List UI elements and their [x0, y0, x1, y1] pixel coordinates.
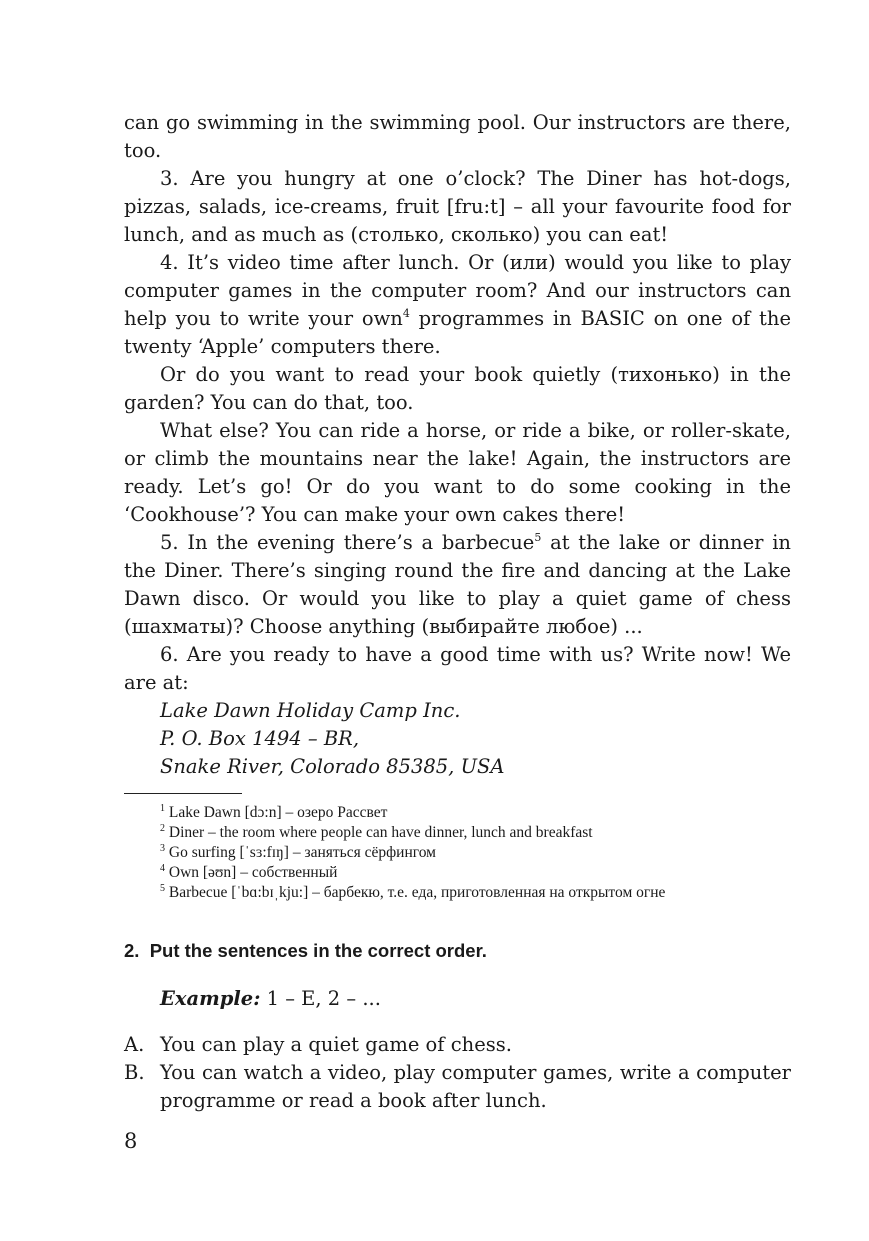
- paragraph-5-evening: [124, 529, 791, 641]
- footnote-text: Lake Dawn [dɔ:n] – озеро Рассвет: [168, 804, 388, 821]
- footnote-number: 3: [160, 843, 165, 854]
- address-line-3: Snake River, Colorado 85385, USA: [160, 755, 505, 778]
- footnote-ref-4: 4: [402, 307, 410, 320]
- footnote-text: Barbecue [ˈbɑ:bɪˌkju:] – барбекю, т.е. еда, приготовленная на открытом огне: [168, 884, 666, 901]
- paragraph-book: Or do you want to read your book quietly (тихонько) in the garden? You can do that, too.: [124, 363, 791, 414]
- option-text: You can watch a video, play computer games, write a computer programme or read a book after lunch.: [160, 1061, 791, 1112]
- address-line-1: Lake Dawn Holiday Camp Inc.: [160, 699, 461, 722]
- option-a: [124, 1031, 791, 1059]
- example-label: Example:: [160, 987, 261, 1010]
- paragraph-5-text-b: at the lake or dinner in the Diner. There’s singing round the fire and dancing at the Lake Dawn disco. Or would you like to play a quiet game of chess (шахматы)? Choose anything (выбирайте любое) ...: [124, 531, 791, 638]
- footnote-5: [160, 883, 791, 903]
- paragraph-swimming: can go swimming in the swimming pool. Our instructors are there, too.: [124, 111, 791, 162]
- footnote-text: Diner – the room where people can have dinner, lunch and breakfast: [168, 824, 593, 841]
- option-letter: B.: [124, 1061, 145, 1084]
- footnote-1: [160, 803, 791, 823]
- paragraph-4-text-a: 4. It’s video time after lunch. Or (или) would you like to play computer games in the computer room? And our instructors can help you to write your own: [124, 251, 791, 330]
- exercise-options: [124, 1031, 791, 1115]
- option-b: [124, 1059, 791, 1115]
- footnote-number: 4: [160, 863, 165, 874]
- exercise-example: [124, 985, 791, 1013]
- footnote-ref-5: 5: [534, 531, 542, 544]
- footnote-2: [160, 823, 791, 843]
- footnote-text: Own [əʊn] – собственный: [168, 864, 338, 881]
- option-letter: A.: [124, 1033, 145, 1056]
- paragraph-6-write: 6. Are you ready to have a good time with us? Write now! We are at:: [124, 643, 791, 694]
- exercise-heading: 2. Put the sentences in the correct order.: [124, 940, 487, 961]
- footnote-text: Go surfing [ˈsɜ:fɪŋ] – заняться сёрфингом: [168, 844, 436, 861]
- paragraph-5-text-a: 5. In the evening there’s a barbecue: [160, 531, 535, 554]
- footnote-divider: [124, 793, 242, 794]
- reading-text: [124, 109, 791, 697]
- camp-address: [124, 697, 791, 781]
- textbook-page: [124, 109, 791, 1155]
- paragraph-what-else: What else? You can ride a horse, or ride a bike, or roller-skate, or climb the mountains near the lake! Again, the instructors are ready. Let’s go! Or do you want to do some cooking in the ‘Cookhouse’? You can make your own cakes there!: [124, 419, 791, 526]
- page-number: 8: [124, 1129, 138, 1153]
- example-text: 1 – E, 2 – ...: [260, 987, 381, 1010]
- address-line-2: P. O. Box 1494 – BR,: [160, 727, 360, 750]
- paragraph-3-lunch: 3. Are you hungry at one o’clock? The Diner has hot-dogs, pizzas, salads, ice-creams, fruit [fru:t] – all your favourite food for lunch, and as much as (столько, сколько) you can eat!: [124, 167, 791, 246]
- footnote-number: 5: [160, 883, 165, 894]
- footnote-4: [160, 863, 791, 883]
- option-text: You can play a quiet game of chess.: [160, 1033, 512, 1056]
- footnotes: [124, 803, 791, 903]
- footnote-number: 1: [160, 803, 165, 814]
- paragraph-4-video: [124, 249, 791, 361]
- paragraph-4-text-b: programmes in BASIC on one of the twenty ‘Apple’ computers there.: [124, 307, 791, 358]
- footnote-number: 2: [160, 823, 165, 834]
- footnote-3: [160, 843, 791, 863]
